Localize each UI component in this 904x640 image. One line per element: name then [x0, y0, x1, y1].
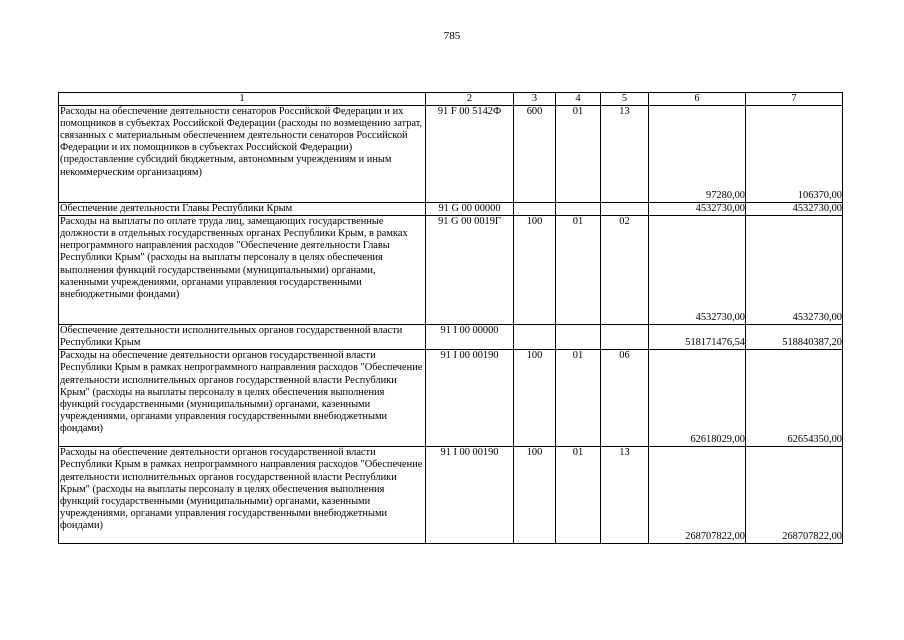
row-amount-col6: 62618029,00: [649, 350, 746, 447]
row-expense-type: [514, 325, 556, 350]
table-header-row: [59, 93, 843, 106]
row-description: Обеспечение деятельности Главы Республики Крым: [59, 203, 426, 216]
header-cell-1: 1: [59, 93, 426, 106]
row-target-code: 91 G 00 0019Г: [426, 216, 514, 325]
row-target-code: 91 G 00 00000: [426, 203, 514, 216]
row-target-code: 91 F 00 5142Ф: [426, 106, 514, 203]
row-subsection: 02: [601, 216, 649, 325]
row-amount-col7: 268707822,00: [746, 447, 843, 544]
header-cell-7: 7: [746, 93, 843, 106]
table-row: [59, 203, 843, 216]
header-cell-5: 5: [601, 93, 649, 106]
row-expense-type: 100: [514, 350, 556, 447]
row-expense-type: 100: [514, 216, 556, 325]
row-amount-col7: 518840387,20: [746, 325, 843, 350]
row-amount-col7: 4532730,00: [746, 216, 843, 325]
row-amount-col7: 62654350,00: [746, 350, 843, 447]
row-section: [556, 203, 601, 216]
header-cell-4: 4: [556, 93, 601, 106]
row-section: 01: [556, 447, 601, 544]
row-target-code: 91 I 00 00190: [426, 350, 514, 447]
row-subsection: [601, 325, 649, 350]
table-row: [59, 447, 843, 544]
row-subsection: 13: [601, 447, 649, 544]
row-description: Расходы на выплаты по оплате труда лиц, замещающих государственные должности в отдельных государственных органах Республики Крым, в рамках непрограммного направления расходов "Обеспечение деятельности Главы Республики Крым" (расходы на выплаты персоналу в целях обеспечения выполнения функций государственными (муниципальными) органами, казенными учреждениями, органами управления государственными внебюджетными фондами): [59, 216, 426, 325]
row-amount-col6: 518171476,54: [649, 325, 746, 350]
row-amount-col7: 106370,00: [746, 106, 843, 203]
row-target-code: 91 I 00 00000: [426, 325, 514, 350]
header-cell-3: 3: [514, 93, 556, 106]
row-description: Расходы на обеспечение деятельности органов государственной власти Республики Крым в рамках непрограммного направления расходов "Обеспечение деятельности исполнительных органов государственной власти Республики Крым" (расходы на выплаты персоналу в целях обеспечения выполнения функций государственными (муниципальными) органами, казенными учреждениями, органами управления государственными внебюджетными фондами): [59, 447, 426, 544]
row-description: Расходы на обеспечение деятельности органов государственной власти Республики Крым в рамках непрограммного направления расходов "Обеспечение деятельности исполнительных органов государственной власти Республики Крым" (расходы на выплаты персоналу в целях обеспечения выполнения функций государственными (муниципальными) органами, казенными учреждениями, органами управления государственными внебюджетными фондами): [59, 350, 426, 447]
row-amount-col6: 4532730,00: [649, 216, 746, 325]
row-section: [556, 325, 601, 350]
page-number: 785: [443, 30, 461, 42]
row-description: Расходы на обеспечение деятельности сенаторов Российской Федерации и их помощников в субъектах Российской Федерации (расходы по возмещению затрат, связанных с материальным обеспечением деятельности сенаторов Российской Федерации и их помощников в субъектах Российской Федерации) (предоставление субсидий бюджетным, автономным учреждениям и иным некоммерческим организациям): [59, 106, 426, 203]
row-amount-col7: 4532730,00: [746, 203, 843, 216]
row-description: Обеспечение деятельности исполнительных органов государственной власти Республики Крым: [59, 325, 426, 350]
table-row: [59, 325, 843, 350]
row-amount-col6: 268707822,00: [649, 447, 746, 544]
row-expense-type: 100: [514, 447, 556, 544]
table-row: [59, 216, 843, 325]
row-subsection: 06: [601, 350, 649, 447]
row-amount-col6: 97280,00: [649, 106, 746, 203]
row-section: 01: [556, 216, 601, 325]
row-subsection: 13: [601, 106, 649, 203]
row-target-code: 91 I 00 00190: [426, 447, 514, 544]
header-cell-6: 6: [649, 93, 746, 106]
table-row: [59, 350, 843, 447]
budget-table: [58, 92, 843, 544]
row-section: 01: [556, 106, 601, 203]
row-section: 01: [556, 350, 601, 447]
row-amount-col6: 4532730,00: [649, 203, 746, 216]
row-expense-type: [514, 203, 556, 216]
table-row: [59, 106, 843, 203]
row-subsection: [601, 203, 649, 216]
header-cell-2: 2: [426, 93, 514, 106]
row-expense-type: 600: [514, 106, 556, 203]
